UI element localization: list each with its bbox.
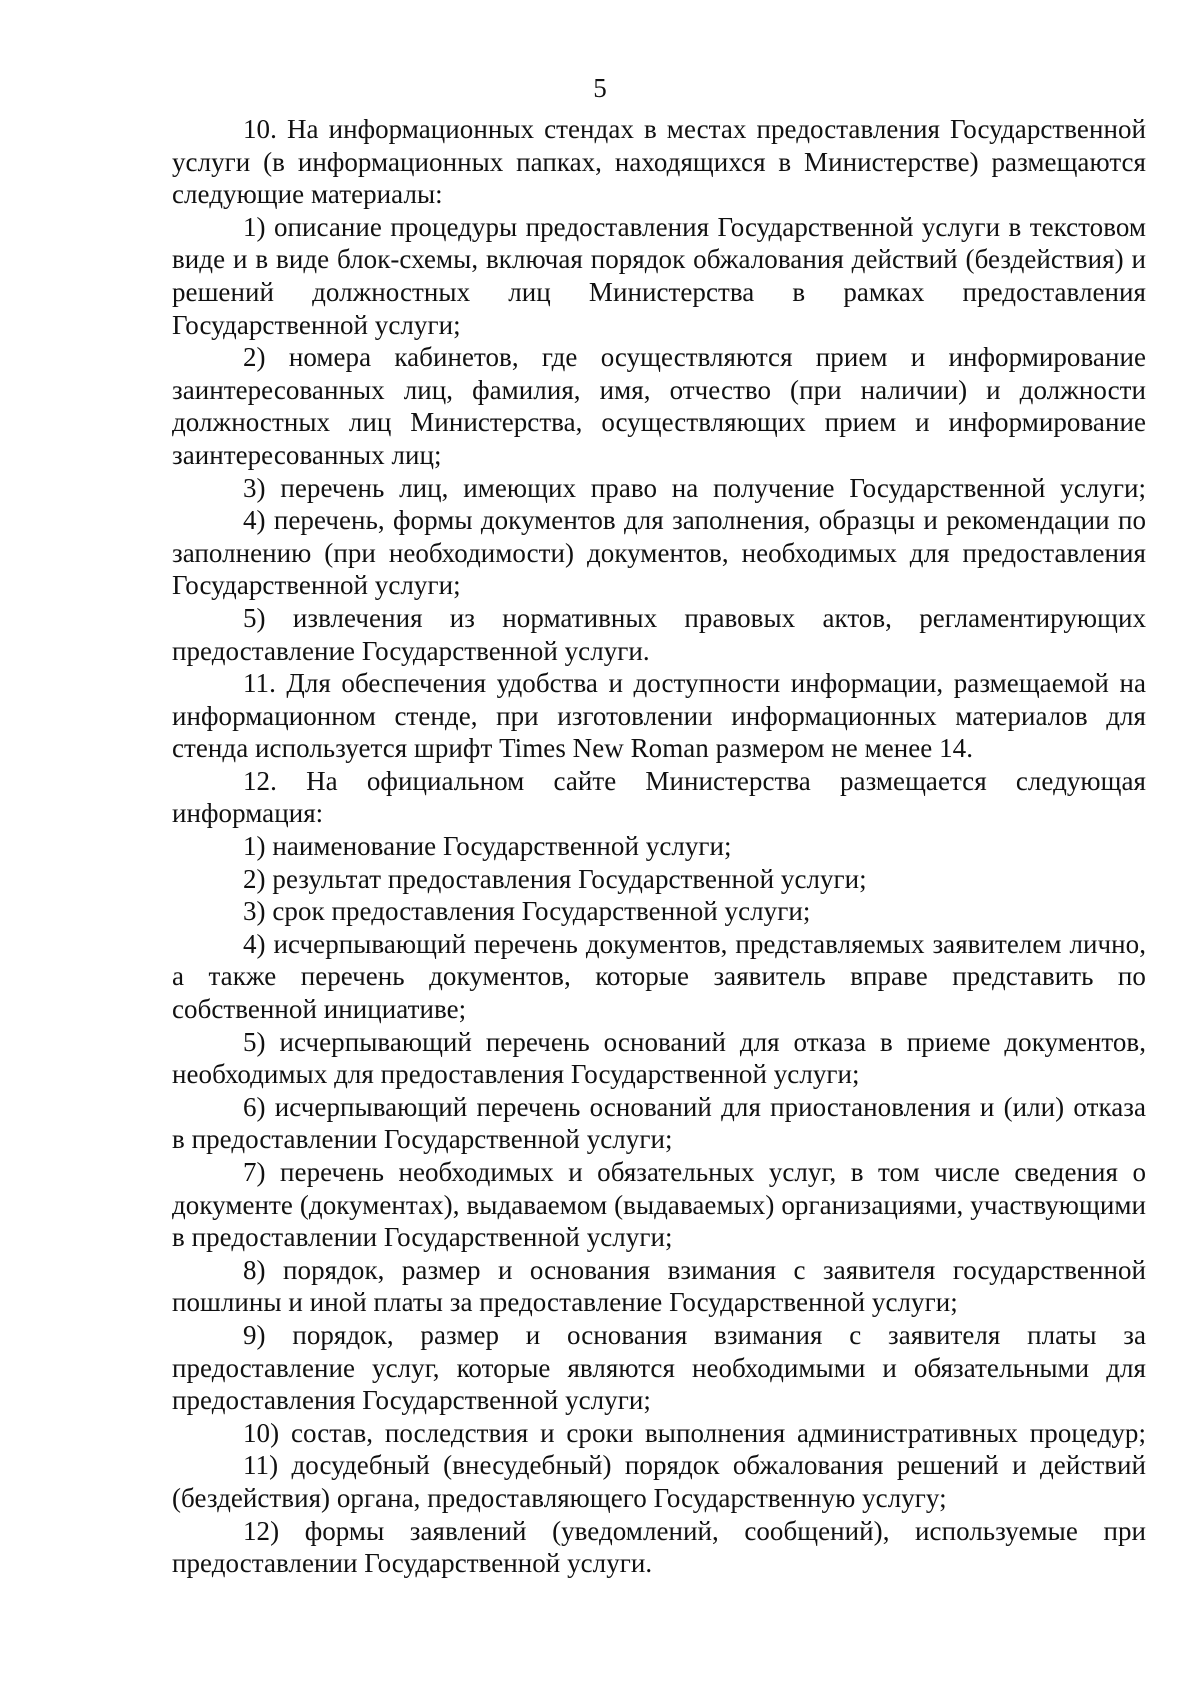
list-item: 6) исчерпывающий перечень оснований для приостановления и (или) отказа в предоставлении Государственной услуги; bbox=[172, 1091, 1146, 1155]
paragraph-10: 10. На информационных стендах в местах предоставления Государственной услуги (в информационных папках, находящихся в Министерстве) размещаются следующие материалы: bbox=[172, 114, 1146, 210]
list-item: 5) исчерпывающий перечень оснований для отказа в приеме документов, необходимых для предоставления Государственной услуги; bbox=[172, 1026, 1146, 1090]
list-item: 7) перечень необходимых и обязательных услуг, в том числе сведения о документе (документах), выдаваемом (выдаваемых) организациями, участвующими в предоставлении Государственной услуги; bbox=[172, 1157, 1146, 1253]
list-item: 4) перечень, формы документов для заполнения, образцы и рекомендации по заполнению (при необходимости) документов, необходимых для предоставления Государственной услуги; bbox=[172, 505, 1146, 601]
list-item: 2) результат предоставления Государственной услуги; bbox=[243, 863, 867, 894]
paragraph-11: 11. Для обеспечения удобства и доступности информации, размещаемой на информационном стенде, при изготовлении информационных материалов для стенда используется шрифт Times New Roman размером не менее 14. bbox=[172, 668, 1146, 764]
list-item: 2) номера кабинетов, где осуществляются прием и информирование заинтересованных лиц, фамилия, имя, отчество (при наличии) и должности должностных лиц Министерства, осуществляющих прием и информирование заинтересованных лиц; bbox=[172, 342, 1146, 470]
list-item: 1) описание процедуры предоставления Государственной услуги в текстовом виде и в виде блок-схемы, включая порядок обжалования действий (бездействия) и решений должностных лиц Министерства в рамках предоставления Государственной услуги; bbox=[172, 211, 1146, 340]
list-item: 5) извлечения из нормативных правовых актов, регламентирующих предоставление Государственной услуги. bbox=[172, 602, 1146, 666]
list-item: 3) перечень лиц, имеющих право на получение Государственной услуги; bbox=[243, 472, 1146, 503]
list-item: 10) состав, последствия и сроки выполнения административных процедур; bbox=[243, 1417, 1146, 1448]
list-item: 1) наименование Государственной услуги; bbox=[243, 831, 732, 862]
page-number: 5 bbox=[593, 73, 607, 103]
paragraph-12: 12. На официальном сайте Министерства размещается следующая информация: bbox=[172, 765, 1146, 829]
list-item: 11) досудебный (внесудебный) порядок обжалования решений и действий (бездействия) органа, предоставляющего Государственную услугу; bbox=[172, 1450, 1146, 1513]
document-body bbox=[172, 113, 1146, 1580]
list-item: 8) порядок, размер и основания взимания с заявителя государственной пошлины и иной платы за предоставление Государственной услуги; bbox=[172, 1254, 1146, 1318]
list-item: 4) исчерпывающий перечень документов, представляемых заявителем лично, а также перечень документов, которые заявитель вправе представить по собственной инициативе; bbox=[172, 928, 1146, 1025]
list-item: 3) срок предоставления Государственной услуги; bbox=[243, 896, 811, 927]
list-item: 12) формы заявлений (уведомлений, сообщений), используемые при предоставлении Государственной услуги. bbox=[172, 1515, 1146, 1579]
list-item: 9) порядок, размер и основания взимания с заявителя платы за предоставление услуг, которые являются необходимыми и обязательными для предоставления Государственной услуги; bbox=[172, 1319, 1146, 1416]
